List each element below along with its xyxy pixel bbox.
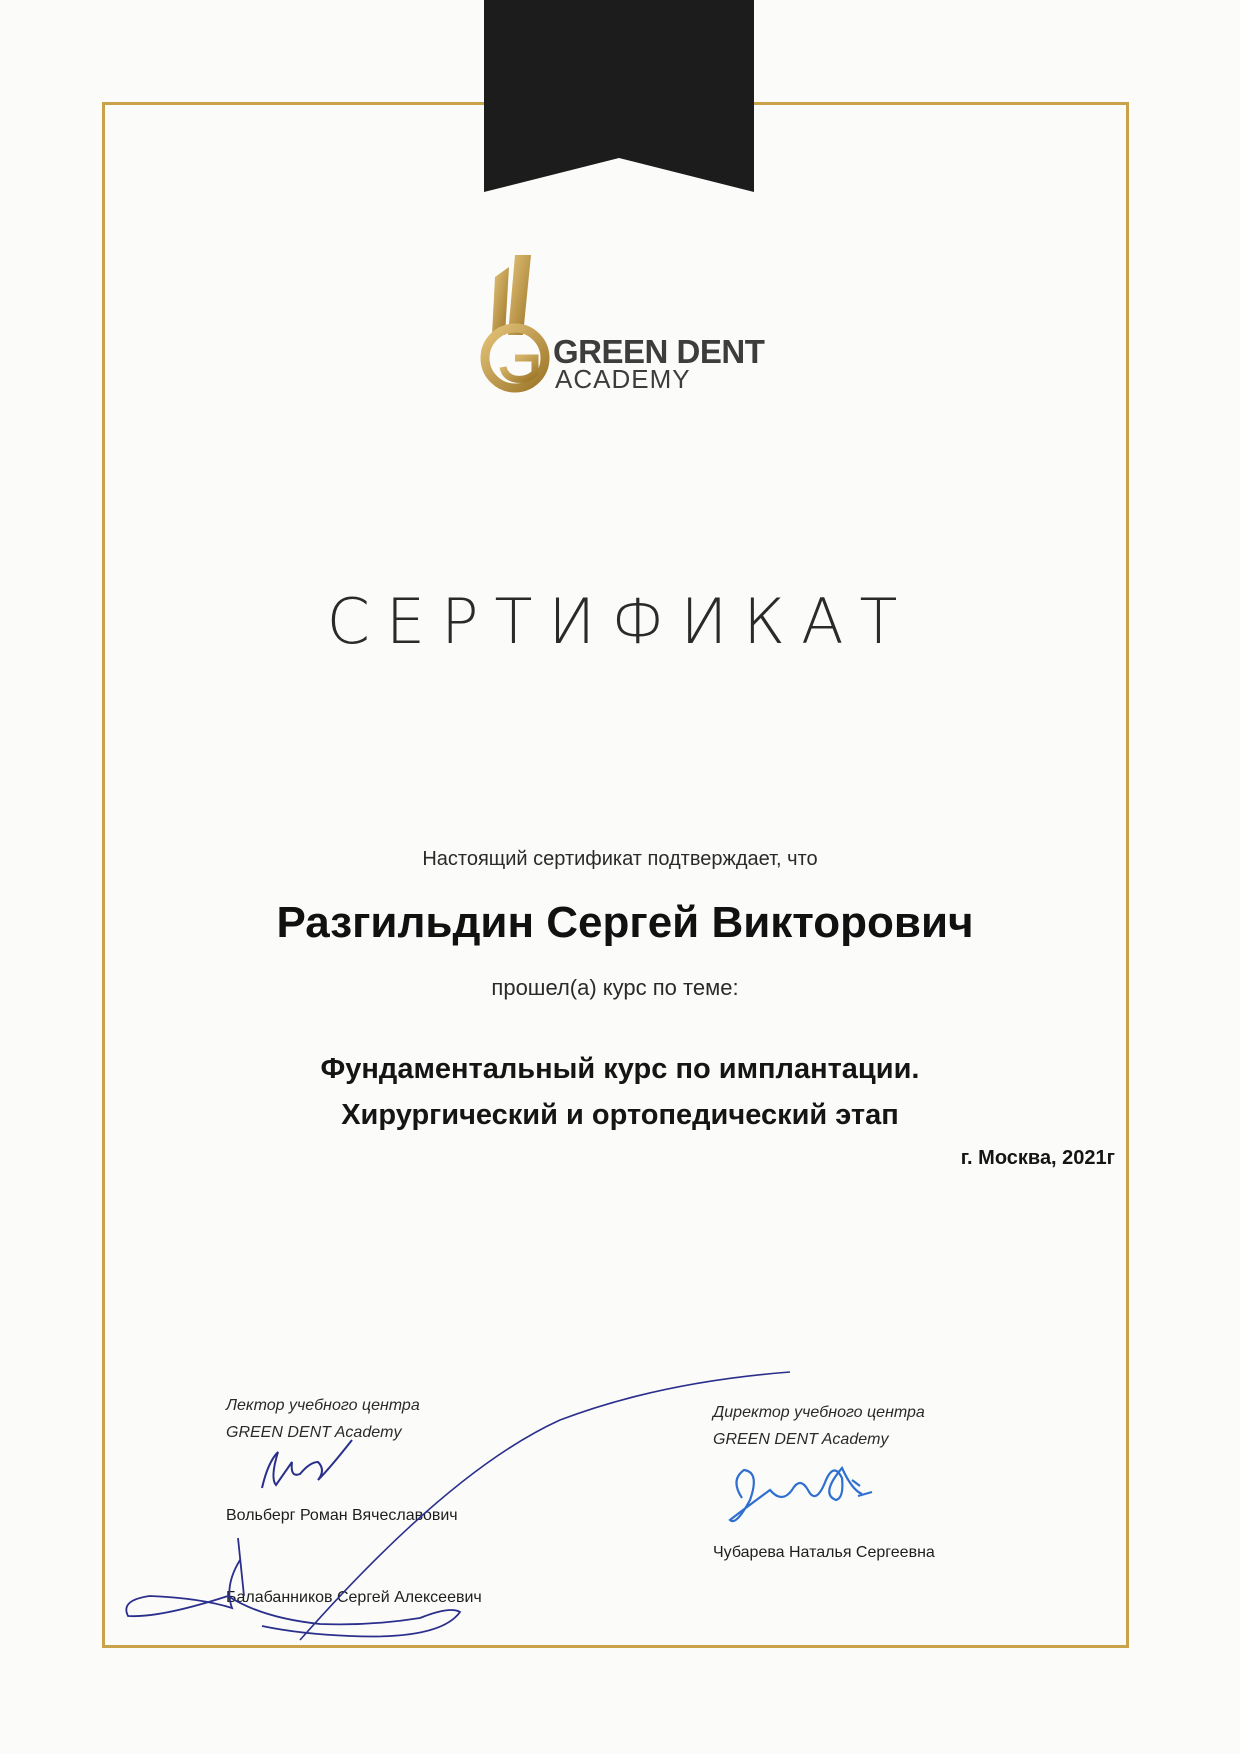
right-signer: Чубарева Наталья Сергеевна xyxy=(713,1544,935,1561)
left-role-line2: GREEN DENT Academy xyxy=(226,1424,402,1441)
green-dent-logo-icon xyxy=(475,255,555,405)
right-role-line1: Директор учебного центра xyxy=(713,1404,925,1421)
course-title-line1: Фундаментальный курс по имплантации. xyxy=(320,1053,920,1085)
passed-text: прошел(а) курс по теме: xyxy=(491,975,739,1000)
city-year: г. Москва, 2021г xyxy=(960,1147,1115,1169)
ribbon-icon xyxy=(484,0,754,192)
logo-text-green-dent: GREEN DENT xyxy=(553,333,765,370)
course-title-line2: Хирургический и ортопедический этап xyxy=(341,1099,899,1131)
left-role-line1: Лектор учебного центра xyxy=(226,1397,420,1414)
right-role-line2: GREEN DENT Academy xyxy=(713,1431,889,1448)
logo xyxy=(475,255,775,405)
confirm-text: Настоящий сертификат подтверждает, что xyxy=(422,848,818,870)
logo-text-academy: ACADEMY xyxy=(555,364,691,394)
left-signer-2: Балабанников Сергей Алексеевич xyxy=(226,1589,482,1606)
certificate-title: СЕРТИФИКАТ xyxy=(326,585,914,658)
recipient-name: Разгильдин Сергей Викторович xyxy=(276,898,974,947)
left-signer-1: Вольберг Роман Вячеславович xyxy=(226,1507,458,1524)
